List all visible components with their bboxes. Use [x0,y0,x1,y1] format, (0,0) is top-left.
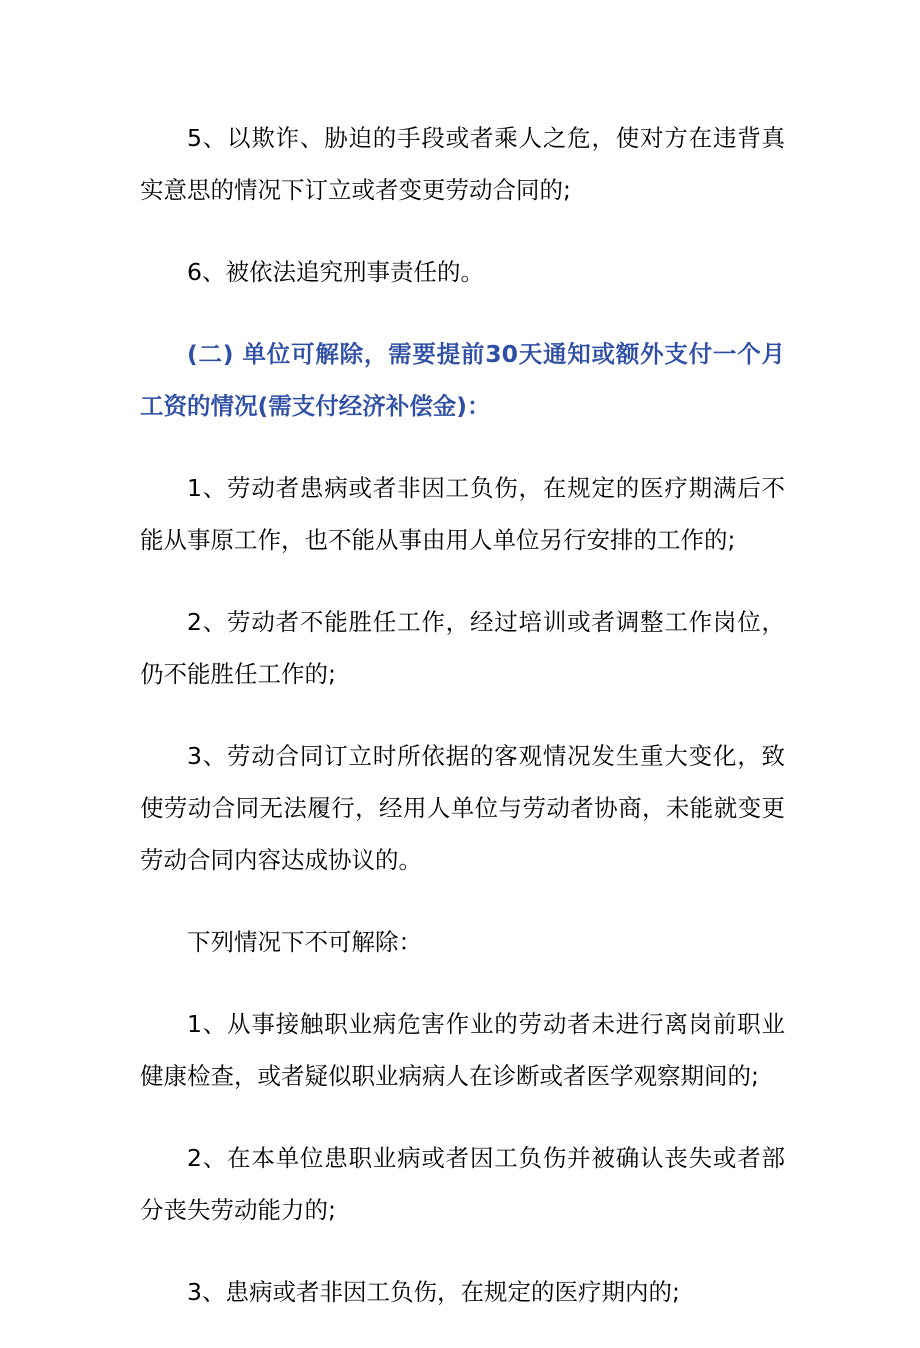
clause-paragraph: 5、以欺诈、胁迫的手段或者乘人之危，使对方在违背真实意思的情况下订立或者变更劳动合同的; [140,124,785,204]
clause-paragraph: 1、从事接触职业病危害作业的劳动者未进行离岗前职业健康检查，或者疑似职业病病人在诊断或者医学观察期间的; [140,1010,785,1090]
subsection-intro: 下列情况下不可解除： [187,928,422,956]
clause-paragraph: 2、劳动者不能胜任工作，经过培训或者调整工作岗位，仍不能胜任工作的; [140,608,785,688]
section-heading: (二) 单位可解除，需要提前30天通知或额外支付一个月工资的情况(需支付经济补偿金)： [140,340,785,420]
clause-paragraph: 6、被依法追究刑事责任的。 [187,258,484,286]
clause-paragraph: 1、劳动者患病或者非因工负伤，在规定的医疗期满后不能从事原工作，也不能从事由用人单位另行安排的工作的; [140,474,785,554]
clause-paragraph: 3、患病或者非因工负伤，在规定的医疗期内的; [187,1278,680,1306]
clause-paragraph: 2、在本单位患职业病或者因工负伤并被确认丧失或者部分丧失劳动能力的; [140,1144,785,1224]
document-body [140,112,785,1348]
clause-paragraph: 3、劳动合同订立时所依据的客观情况发生重大变化，致使劳动合同无法履行，经用人单位与劳动者协商，未能就变更劳动合同内容达成协议的。 [140,742,785,874]
